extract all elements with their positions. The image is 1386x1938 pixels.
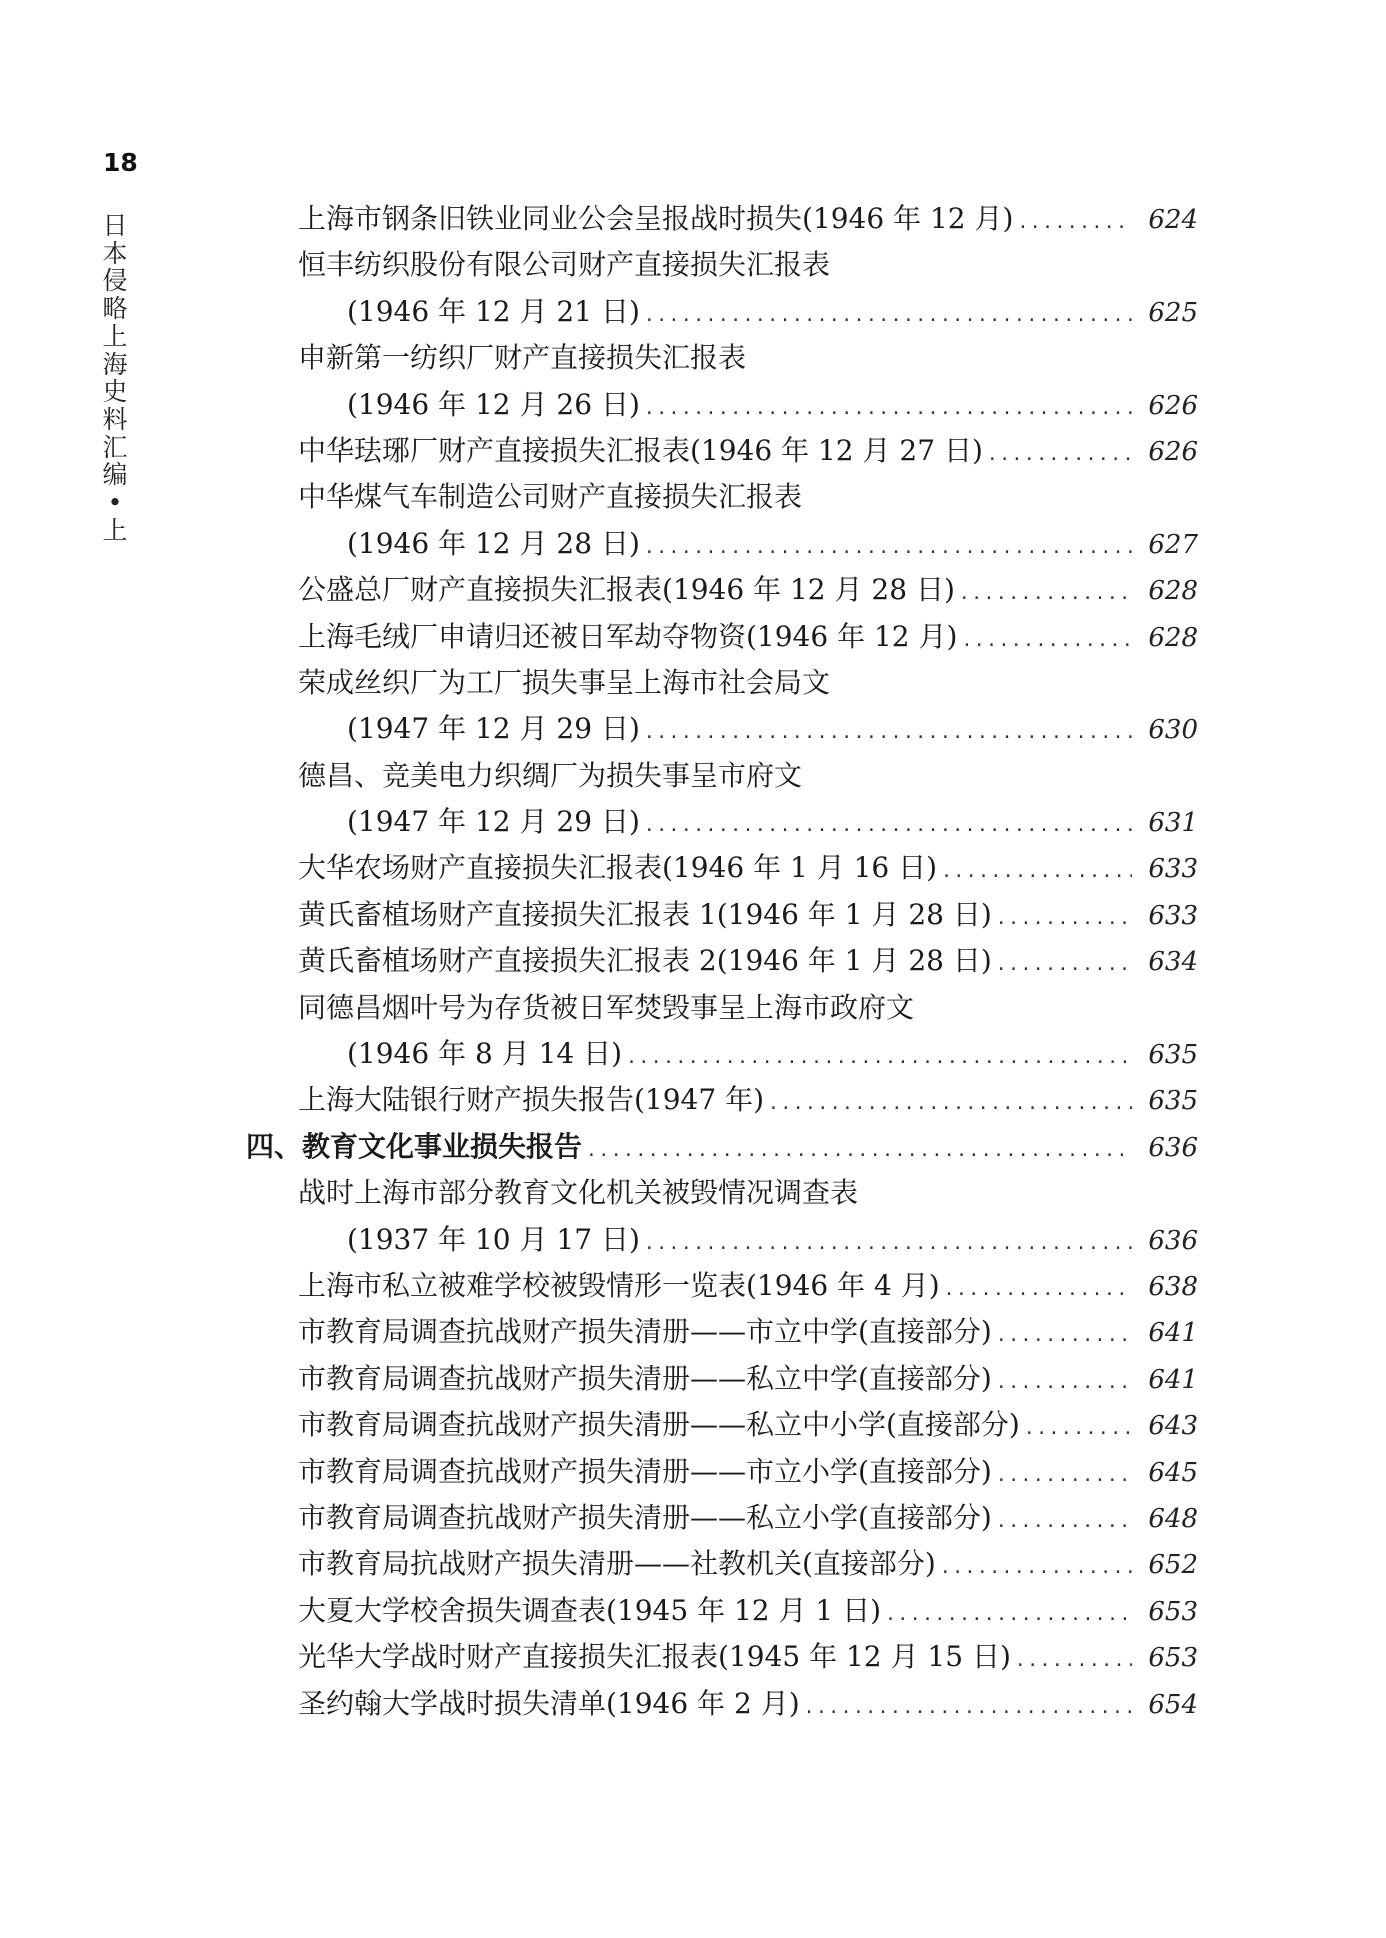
toc-entry	[298, 1449, 1198, 1495]
toc-entry-title: 同德昌烟叶号为存货被日军焚毁事呈上海市政府文	[298, 990, 915, 1024]
toc-entry-title: 上海大陆银行财产损失报告(1947 年)	[298, 1083, 765, 1117]
toc-page-number: 624	[1148, 205, 1198, 235]
toc-page-number: 645	[1148, 1457, 1198, 1488]
dot-leader	[941, 849, 1132, 891]
toc-page-number: 631	[1148, 808, 1198, 839]
dot-leader	[1017, 200, 1132, 242]
toc-entry-title: 大华农场财产直接损失汇报表(1946 年 1 月 16 日)	[298, 851, 938, 885]
dot-leader	[959, 571, 1132, 613]
toc-entry-title: 圣约翰大学战时损失清单(1946 年 2 月)	[298, 1686, 800, 1720]
dot-leader	[644, 710, 1132, 752]
toc-entry	[298, 1402, 1198, 1448]
toc-entry	[298, 1217, 1198, 1263]
toc-page-number: 643	[1148, 1411, 1198, 1442]
toc-entry	[298, 799, 1198, 845]
toc-entry-title: (1937 年 10 月 17 日)	[347, 1222, 640, 1256]
toc-page-number: 628	[1148, 576, 1198, 607]
toc-page-number: 654	[1148, 1689, 1198, 1720]
toc-entry-title: 市教育局调查抗战财产损失清册——市立小学(直接部分)	[298, 1454, 992, 1488]
dot-leader	[996, 896, 1132, 938]
toc-entry-title: (1947 年 12 月 29 日)	[347, 805, 640, 839]
toc-entry	[298, 1495, 1198, 1541]
dot-leader	[626, 1035, 1132, 1077]
toc-page-number: 636	[1148, 1132, 1198, 1163]
toc-entry-title: 中华珐琊厂财产直接损失汇报表(1946 年 12 月 27 日)	[298, 433, 983, 467]
dot-leader	[644, 293, 1132, 335]
dot-leader	[996, 942, 1132, 984]
toc-entry-title: (1946 年 12 月 21 日)	[347, 294, 640, 328]
toc-page-number: 641	[1148, 1318, 1198, 1349]
toc-entry-title: 市教育局调查抗战财产损失清册——私立小学(直接部分)	[298, 1500, 992, 1534]
table-of-contents	[246, 196, 1198, 1727]
toc-entry-title: 市教育局调查抗战财产损失清册——私立中小学(直接部分)	[298, 1408, 1020, 1442]
dot-leader	[885, 1592, 1132, 1634]
toc-entry	[298, 1309, 1198, 1355]
dot-leader	[1024, 1406, 1132, 1448]
page-number: 18	[103, 148, 138, 177]
dot-leader	[996, 1360, 1132, 1402]
toc-entry	[298, 521, 1198, 567]
toc-entry	[298, 706, 1198, 752]
toc-entry	[298, 474, 1198, 520]
toc-page-number: 633	[1148, 854, 1198, 885]
running-title-char: 侵	[102, 266, 128, 296]
running-title-char: 日	[102, 211, 128, 240]
toc-entry	[298, 567, 1198, 613]
toc-entry	[298, 1031, 1198, 1077]
toc-entry	[298, 196, 1198, 242]
toc-page-number: 626	[1148, 390, 1198, 421]
toc-page-number: 636	[1148, 1225, 1198, 1256]
toc-entry	[298, 1077, 1198, 1123]
toc-page-number: 641	[1148, 1364, 1198, 1395]
toc-entry	[298, 753, 1198, 799]
running-title-char: 汇	[102, 432, 128, 462]
toc-page-number: 634	[1148, 947, 1198, 978]
toc-entry-title: 市教育局调查抗战财产损失清册——市立中学(直接部分)	[298, 1315, 992, 1349]
toc-entry-title: 黄氏畜植场财产直接损失汇报表 2(1946 年 1 月 28 日)	[298, 944, 992, 978]
dot-leader	[644, 525, 1132, 567]
toc-entry-title: 黄氏畜植场财产直接损失汇报表 1(1946 年 1 月 28 日)	[298, 897, 992, 931]
toc-entry-title: 战时上海市部分教育文化机关被毁情况调查表	[298, 1176, 859, 1210]
toc-entry	[298, 660, 1198, 706]
toc-page-number: 653	[1148, 1643, 1198, 1674]
toc-page-number: 652	[1148, 1550, 1198, 1581]
dot-leader	[768, 1081, 1132, 1123]
dot-leader	[644, 803, 1132, 845]
toc-entry-title: 光华大学战时财产直接损失汇报表(1945 年 12 月 15 日)	[298, 1640, 1011, 1674]
dot-leader	[996, 1313, 1132, 1355]
toc-entry	[298, 938, 1198, 984]
toc-page-number: 653	[1148, 1596, 1198, 1627]
running-title-char: 料	[102, 404, 128, 434]
toc-entry-title: 中华煤气车制造公司财产直接损失汇报表	[298, 480, 803, 514]
toc-entry	[298, 985, 1198, 1031]
toc-entry	[298, 614, 1198, 660]
toc-entry	[298, 382, 1198, 428]
toc-section-heading	[246, 1124, 1198, 1170]
dot-leader	[586, 1128, 1132, 1170]
toc-entry	[298, 1588, 1198, 1634]
toc-page-number: 626	[1148, 436, 1198, 467]
toc-page-number: 625	[1148, 297, 1198, 328]
toc-entry	[298, 335, 1198, 381]
toc-entry-title: 上海市钢条旧铁业同业公会呈报战时损失(1946 年 12 月)	[298, 202, 1014, 235]
toc-entry	[298, 1634, 1198, 1680]
toc-page-number: 635	[1148, 1040, 1198, 1071]
toc-page-number: 630	[1148, 715, 1198, 746]
dot-leader	[940, 1545, 1132, 1587]
toc-entry	[298, 1541, 1198, 1587]
toc-entry	[298, 1681, 1198, 1727]
dot-leader	[996, 1499, 1132, 1541]
running-title-char: 略	[102, 294, 128, 324]
toc-entry-title: 市教育局抗战财产损失清册——社教机关(直接部分)	[298, 1547, 936, 1581]
running-title-char: 上	[102, 321, 128, 351]
dot-leader	[987, 432, 1132, 474]
toc-entry	[298, 1170, 1198, 1216]
dot-leader	[961, 618, 1132, 660]
toc-page-number: 635	[1148, 1086, 1198, 1117]
toc-entry	[298, 242, 1198, 288]
dot-leader	[644, 386, 1132, 428]
toc-page-number: 627	[1148, 529, 1198, 560]
toc-page-number: 648	[1148, 1503, 1198, 1534]
dot-leader	[644, 1221, 1132, 1263]
running-title-char: 上	[102, 515, 128, 545]
toc-entry-title: (1946 年 12 月 26 日)	[347, 387, 640, 421]
toc-entry-title: 四、教育文化事业损失报告	[246, 1129, 583, 1163]
toc-entry-title: (1947 年 12 月 29 日)	[347, 712, 640, 746]
toc-entry	[298, 1263, 1198, 1309]
toc-entry-title: 恒丰纺织股份有限公司财产直接损失汇报表	[298, 248, 831, 282]
running-title-char: 本	[102, 238, 128, 268]
toc-entry-title: 申新第一纺织厂财产直接损失汇报表	[298, 341, 747, 375]
toc-entry	[298, 289, 1198, 335]
toc-entry	[298, 892, 1198, 938]
dot-leader	[804, 1685, 1132, 1727]
dot-leader	[944, 1267, 1132, 1309]
running-title	[100, 212, 130, 544]
toc-entry-title: 德昌、竞美电力织绸厂为损失事呈市府文	[298, 758, 803, 792]
toc-entry-title: 上海市私立被难学校被毁情形一览表(1946 年 4 月)	[298, 1268, 940, 1302]
toc-entry-title: 荣成丝织厂为工厂损失事呈上海市社会局文	[298, 665, 831, 699]
running-title-char: 编	[102, 460, 128, 490]
toc-page-number: 628	[1148, 622, 1198, 653]
running-title-char: 史	[102, 377, 128, 407]
toc-entry	[298, 428, 1198, 474]
toc-entry	[298, 845, 1198, 891]
toc-page-number: 638	[1148, 1271, 1198, 1302]
running-title-char: •	[107, 488, 123, 518]
dot-leader	[1015, 1638, 1132, 1680]
running-title-char: 海	[102, 349, 128, 379]
toc-entry	[298, 1356, 1198, 1402]
toc-entry-title: (1946 年 8 月 14 日)	[347, 1037, 623, 1071]
toc-page-number: 633	[1148, 900, 1198, 931]
toc-entry-title: 上海毛绒厂申请归还被日军劫夺物资(1946 年 12 月)	[298, 619, 958, 653]
toc-entry-title: 公盛总厂财产直接损失汇报表(1946 年 12 月 28 日)	[298, 573, 955, 607]
toc-entry-title: 市教育局调查抗战财产损失清册——私立中学(直接部分)	[298, 1361, 992, 1395]
dot-leader	[996, 1453, 1132, 1495]
toc-entry-title: (1946 年 12 月 28 日)	[347, 526, 640, 560]
toc-entry-title: 大夏大学校舍损失调查表(1945 年 12 月 1 日)	[298, 1593, 882, 1627]
